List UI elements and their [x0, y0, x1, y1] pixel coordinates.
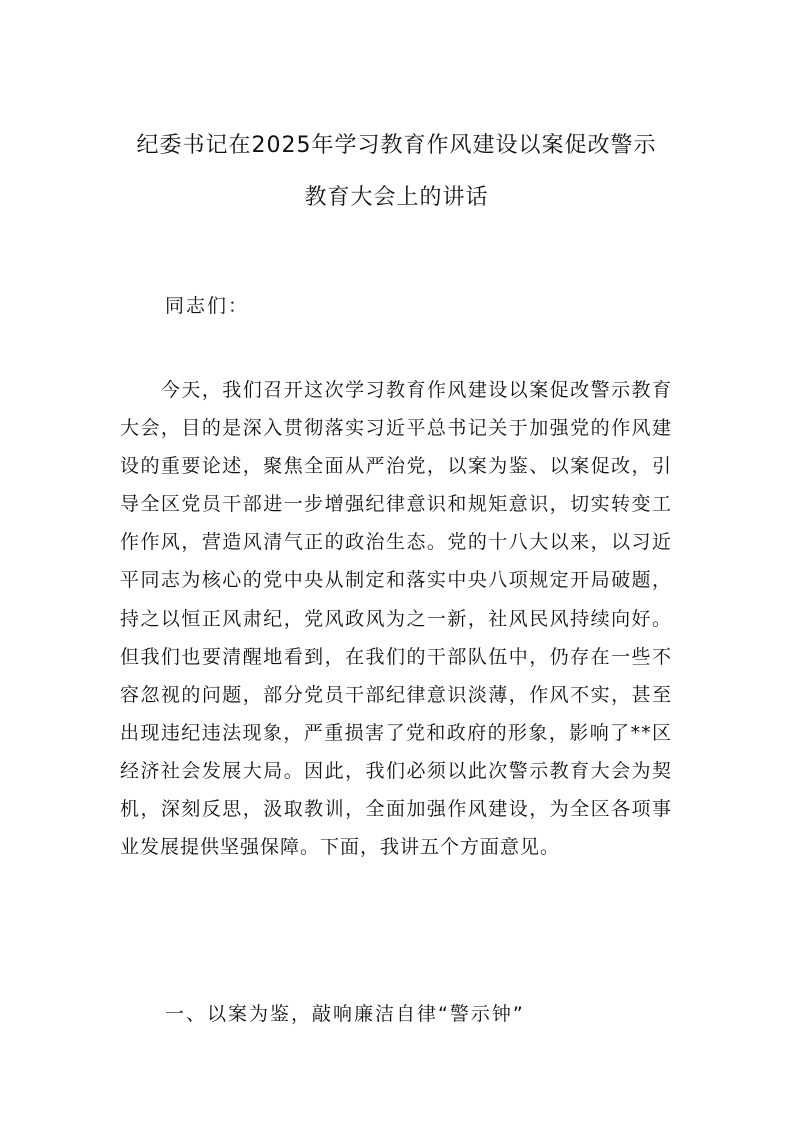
document-title-line-1: 纪委书记在2025年学习教育作风建设以案促改警示	[136, 133, 657, 158]
document-title-line-2: 教育大会上的讲话	[304, 185, 489, 210]
section-heading-1: 一、以案为鉴，敲响廉洁自律“警示钟”	[165, 1003, 525, 1025]
greeting: 同志们：	[165, 295, 250, 317]
body-paragraph: 今天，我们召开这次学习教育作风建设以案促改警示教育大会，目的是深入贯彻落实习近平总书记关于加强党的作风建设的重要论述，聚焦全面从严治党，以案为鉴、以案促改，引导全区党员干部进一步增强纪律意识和规矩意识，切实转变工作作风，营造风清气正的政治生态。党的十八大以来，以习近平同志为核心的党中央从制定和落实中央八项规定开局破题，持之以恒正风肃纪，党风政风为之一新，社风民风持续向好。但我们也要清醒地看到，在我们的干部队伍中，仍存在一些不容忽视的问题，部分党员干部纪律意识淡薄，作风不实，甚至出现违纪违法现象，严重损害了党和政府的形象，影响了**区经济社会发展大局。因此，我们必须以此次警示教育大会为契机，深刻反思，汲取教训，全面加强作风建设，为全区各项事业发展提供坚强保障。下面，我讲五个方面意见。	[120, 379, 672, 859]
